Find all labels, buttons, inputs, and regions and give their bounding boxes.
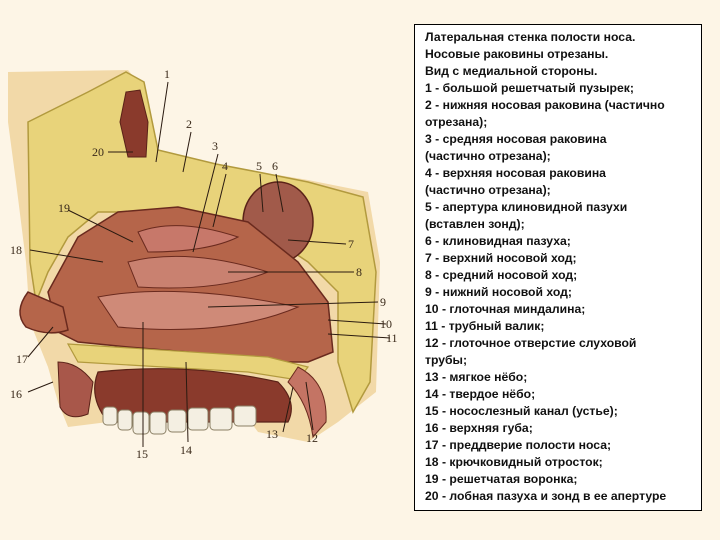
legend-line: отрезана); [425,115,488,129]
legend-line: 19 - решетчатая воронка; [425,472,578,486]
legend-line: 17 - преддверие полости носа; [425,438,612,452]
label-11: 11 [386,331,398,345]
legend-line: 5 - апертура клиновидной пазухи [425,200,628,214]
label-14: 14 [180,443,192,457]
legend-line: (вставлен зонд); [425,217,525,231]
label-18: 18 [10,243,22,257]
legend-line: 3 - средняя носовая раковина [425,132,607,146]
label-6: 6 [272,159,278,173]
legend-line: 20 - лобная пазуха и зонд в ее апертуре [425,489,667,503]
legend-line: трубы; [425,353,468,367]
legend-line: (частично отрезана); [425,183,551,197]
label-19: 19 [58,201,70,215]
label-5: 5 [256,159,262,173]
label-3: 3 [212,139,218,153]
legend-line: 8 - средний носовой ход; [425,268,578,282]
legend-line: 2 - нижняя носовая раковина (частично [425,98,665,112]
label-9: 9 [380,295,386,309]
label-15: 15 [136,447,148,461]
label-20: 20 [92,145,104,159]
legend-line: Носовые раковины отрезаны. [425,47,609,61]
legend-line: 11 - трубный валик; [425,319,545,333]
label-17: 17 [16,352,28,366]
legend-line: 6 - клиновидная пазуха; [425,234,571,248]
legend-line: 15 - носослезный канал (устье); [425,404,618,418]
legend-box [414,24,702,511]
label-7: 7 [348,237,354,251]
legend-line: Вид с медиальной стороны. [425,64,598,78]
legend-line: 12 - глоточное отверстие слуховой [425,336,637,350]
label-16: 16 [10,387,22,401]
label-8: 8 [356,265,362,279]
legend-line: 9 - нижний носовой ход; [425,285,572,299]
legend-line: 1 - большой решетчатый пузырек; [425,81,634,95]
legend-line: 13 - мягкое нёбо; [425,370,528,384]
legend-line: 14 - твердое нёбо; [425,387,536,401]
legend-line: 18 - крючковидный отросток; [425,455,603,469]
legend-line: Латеральная стенка полости носа. [425,30,636,44]
legend-line: 16 - верхняя губа; [425,421,533,435]
legend-line: 4 - верхняя носовая раковина [425,166,606,180]
nasal-cavity-illustration [8,62,408,472]
label-2: 2 [186,117,192,131]
legend-line: 7 - верхний носовой ход; [425,251,577,265]
label-1: 1 [164,67,170,81]
label-12: 12 [306,431,318,445]
legend-line: (частично отрезана); [425,149,551,163]
label-13: 13 [266,427,278,441]
label-10: 10 [380,317,392,331]
legend-line: 10 - глоточная миндалина; [425,302,586,316]
label-4: 4 [222,159,228,173]
